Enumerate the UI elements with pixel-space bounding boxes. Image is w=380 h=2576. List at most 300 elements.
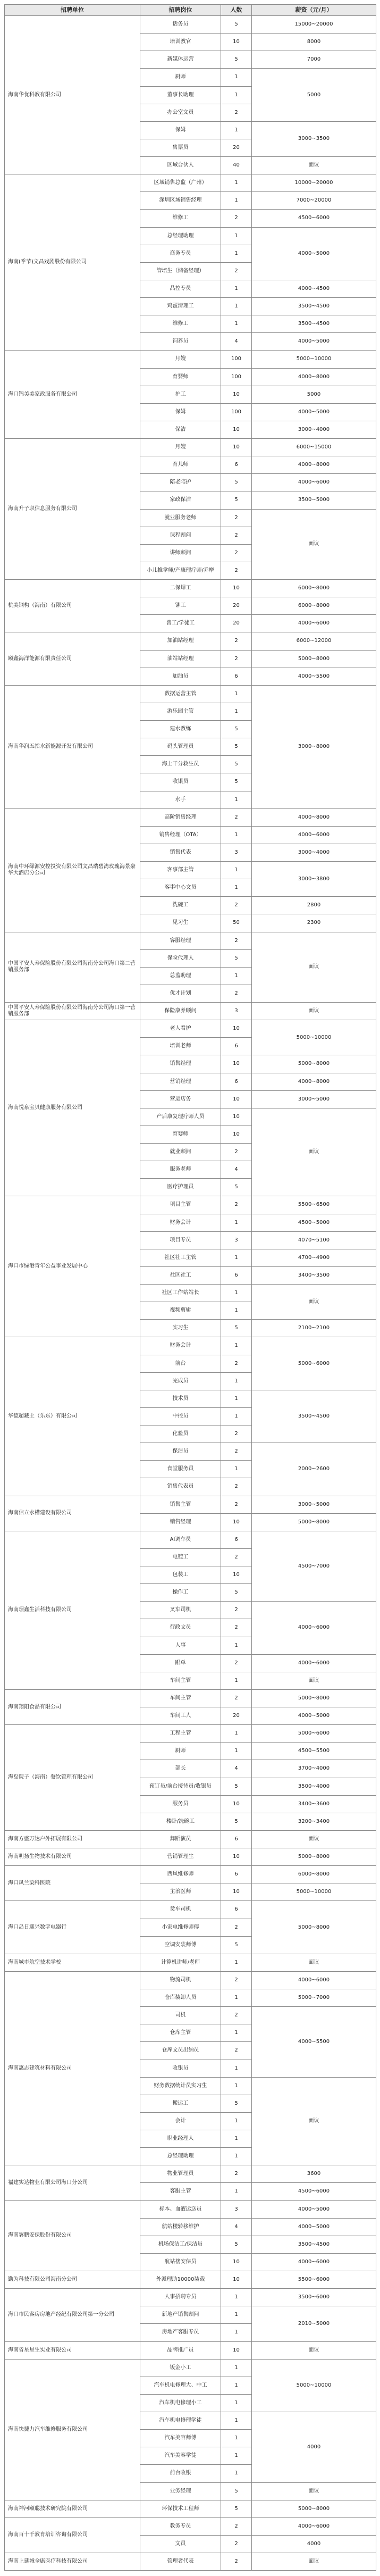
- count-cell: 1: [221, 2130, 252, 2148]
- salary-cell: 5000~7000: [252, 1989, 376, 2007]
- unit-name-cell: 海南翼鹏安保股份有限公司: [5, 2200, 140, 2271]
- position-cell: 客服经理: [140, 932, 221, 949]
- position-cell: 汽车机电修理小工: [140, 2394, 221, 2412]
- position-cell: 电镀工: [140, 1548, 221, 1566]
- count-cell: 2: [221, 2165, 252, 2183]
- position-cell: 培训老师: [140, 1038, 221, 1055]
- salary-cell: 4500~6000: [252, 210, 376, 227]
- count-cell: 5: [221, 2095, 252, 2112]
- header-unit: 招聘单位: [5, 5, 140, 16]
- salary-cell: 面议: [252, 1108, 376, 1196]
- unit-name-cell: 中国平安人寿保险股份有限公司海南分公司海口第二营销服务部: [5, 932, 140, 1003]
- count-cell: 1: [221, 826, 252, 844]
- position-cell: 楼卧/洗碗工: [140, 1813, 221, 1830]
- count-cell: 1: [221, 1637, 252, 1654]
- count-cell: 2: [221, 1496, 252, 1513]
- position-cell: 区域销售总监（广州）: [140, 174, 221, 192]
- salary-cell: 3500~4500: [252, 315, 376, 333]
- count-cell: 1: [221, 2377, 252, 2394]
- count-cell: 2: [221, 1196, 252, 1214]
- position-cell: 跟单: [140, 1654, 221, 1672]
- count-cell: 4: [221, 1760, 252, 1778]
- salary-cell: 4000~5500: [252, 668, 376, 685]
- position-cell: 产后康复理疗师人员: [140, 1108, 221, 1126]
- count-cell: 2: [221, 509, 252, 527]
- count-cell: 1: [221, 2112, 252, 2130]
- count-cell: 1: [221, 1954, 252, 1971]
- position-cell: 社区社工主管: [140, 1249, 221, 1266]
- salary-cell: 4000~6000: [252, 2517, 376, 2535]
- position-cell: 新媒体运营: [140, 51, 221, 69]
- position-cell: 保险康养顾问: [140, 1003, 221, 1020]
- position-cell: 物流司机: [140, 1971, 221, 1989]
- position-cell: 深圳区域销售经理: [140, 192, 221, 210]
- salary-cell: 4000~8000: [252, 456, 376, 474]
- count-cell: 2: [221, 985, 252, 1002]
- count-cell: 1: [221, 1214, 252, 1231]
- salary-cell: 4500~5500: [252, 1743, 376, 1760]
- count-cell: 1: [221, 1672, 252, 1689]
- position-cell: 话务员: [140, 16, 221, 34]
- count-cell: 2: [221, 1602, 252, 1619]
- count-cell: 1: [221, 86, 252, 104]
- position-cell: 财务会计: [140, 1214, 221, 1231]
- count-cell: 1: [221, 2077, 252, 2095]
- salary-cell: 4000~6000: [252, 1654, 376, 1672]
- count-cell: 4: [221, 1161, 252, 1179]
- count-cell: 2: [221, 527, 252, 544]
- unit-name-cell: 海南上延城全康医疗科技有限公司: [5, 2553, 140, 2571]
- unit-name-cell: 勤为科技有限公司海南分公司: [5, 2271, 140, 2289]
- count-cell: 3: [221, 1003, 252, 1020]
- table-row: [5, 174, 376, 192]
- salary-cell: 4000~6000: [252, 2253, 376, 2271]
- salary-cell: 3000~5000: [252, 1496, 376, 1513]
- position-cell: 育婴师: [140, 368, 221, 386]
- salary-cell: 5000~10000: [252, 1020, 376, 1055]
- position-cell: 航站楼转移维护: [140, 2218, 221, 2236]
- count-cell: 1: [221, 245, 252, 262]
- salary-cell: 4070~5100: [252, 1231, 376, 1249]
- position-cell: 月嫂: [140, 351, 221, 368]
- count-cell: 2: [221, 1548, 252, 1566]
- count-cell: 1: [221, 2359, 252, 2377]
- unit-name-cell: 海南悦泉宝贝健康服务有限公司: [5, 1020, 140, 1196]
- count-cell: 2: [221, 2535, 252, 2553]
- salary-cell: 4500~5000: [252, 1214, 376, 1231]
- count-cell: 2: [221, 1478, 252, 1496]
- count-cell: 100: [221, 368, 252, 386]
- unit-name-cell: 海口市民客房房地产经纪有限公司第一分公司: [5, 2289, 140, 2341]
- position-cell: 叉车司机: [140, 1602, 221, 1619]
- position-cell: 教务专员: [140, 2517, 221, 2535]
- table-row: [5, 1531, 376, 1548]
- count-cell: 1: [221, 791, 252, 808]
- position-cell: 标本、血液运送员: [140, 2200, 221, 2218]
- salary-cell: 面议: [252, 1285, 376, 1320]
- count-cell: 5: [221, 756, 252, 773]
- salary-cell: 5000~8000: [252, 1848, 376, 1866]
- salary-cell: 5000~10000: [252, 1883, 376, 1901]
- position-cell: 社区工作站站长: [140, 1285, 221, 1302]
- count-cell: 10: [221, 2341, 252, 2359]
- position-cell: 收银员: [140, 2060, 221, 2077]
- salary-cell: 2300: [252, 914, 376, 932]
- position-cell: 维修工: [140, 315, 221, 333]
- count-cell: 6: [221, 668, 252, 685]
- count-cell: 5: [221, 1584, 252, 1602]
- count-cell: 1: [221, 315, 252, 333]
- position-cell: 西风维修师: [140, 1866, 221, 1883]
- position-cell: 优才计划: [140, 985, 221, 1002]
- count-cell: 50: [221, 914, 252, 932]
- count-cell: 1: [221, 2060, 252, 2077]
- count-cell: 10: [221, 1020, 252, 1038]
- count-cell: 5: [221, 491, 252, 509]
- salary-cell: 10000~20000: [252, 174, 376, 192]
- unit-name-cell: 海岛院子（海南）餐饮管理有限公司: [5, 1725, 140, 1831]
- count-cell: 10: [221, 1055, 252, 1073]
- position-cell: 车间工人: [140, 1707, 221, 1725]
- count-cell: 10: [221, 1126, 252, 1143]
- table-row: [5, 2341, 376, 2359]
- position-cell: 服务老师: [140, 1161, 221, 1179]
- position-cell: 航站楼安保员: [140, 2253, 221, 2271]
- position-cell: 普工/学徒工: [140, 615, 221, 632]
- salary-cell: 3500~4000: [252, 1778, 376, 1795]
- count-cell: 40: [221, 157, 252, 174]
- salary-cell: 5000~8000: [252, 1055, 376, 1073]
- count-cell: 2: [221, 808, 252, 826]
- count-cell: 6: [221, 1866, 252, 1883]
- position-cell: 保洁员: [140, 1443, 221, 1461]
- table-row: [5, 2553, 376, 2571]
- position-cell: 房地产客服专员: [140, 2324, 221, 2341]
- count-cell: 3: [221, 2200, 252, 2218]
- count-cell: 4: [221, 2218, 252, 2236]
- count-cell: 1: [221, 2024, 252, 2042]
- unit-name-cell: 海南省星星生实业有限公司: [5, 2341, 140, 2359]
- count-cell: 100: [221, 351, 252, 368]
- position-cell: 建水教练: [140, 721, 221, 738]
- count-cell: 10: [221, 34, 252, 51]
- position-cell: 董事长助理: [140, 86, 221, 104]
- count-cell: 1: [221, 1390, 252, 1407]
- count-cell: 5: [221, 773, 252, 791]
- position-cell: 厨师: [140, 69, 221, 86]
- salary-cell: 4000~6000: [252, 615, 376, 632]
- unit-name-cell: 中国平安人寿保险股份有限公司海南分公司海口第一营销服务部: [5, 1003, 140, 1020]
- salary-cell: 5000: [252, 386, 376, 403]
- unit-name-cell: 海南信立水槽建设有限公司: [5, 1496, 140, 1531]
- table-row: [5, 2517, 376, 2535]
- header-count: 人数: [221, 5, 252, 16]
- position-cell: 部长: [140, 1760, 221, 1778]
- count-cell: 5: [221, 51, 252, 69]
- position-cell: 计算机讲师/老师: [140, 1954, 221, 1971]
- count-cell: 2: [221, 1144, 252, 1161]
- salary-cell: 3000~3800: [252, 862, 376, 897]
- position-cell: 物业管理员: [140, 2165, 221, 2183]
- salary-cell: 3400~3600: [252, 1795, 376, 1813]
- salary-cell: 面议: [252, 932, 376, 1003]
- position-cell: 行政文员: [140, 1619, 221, 1637]
- position-cell: 机场保洁工/保洁员: [140, 2236, 221, 2253]
- count-cell: 3: [221, 1231, 252, 1249]
- header-salary: 薪资（元/月）: [252, 5, 376, 16]
- position-cell: 商务专员: [140, 245, 221, 262]
- unit-name-cell: 海口市绿港青年公益事业发展中心: [5, 1196, 140, 1337]
- unit-name-cell: 海南华润五指水新能源开发有限公司: [5, 685, 140, 808]
- salary-cell: 5000~6000: [252, 1725, 376, 1743]
- position-cell: 人事: [140, 1637, 221, 1654]
- count-cell: 2: [221, 544, 252, 562]
- salary-cell: 4000: [252, 2412, 376, 2483]
- table-row: [5, 808, 376, 826]
- count-cell: 5: [221, 1813, 252, 1830]
- count-cell: 1: [221, 2430, 252, 2447]
- count-cell: 5: [221, 2236, 252, 2253]
- unit-name-cell: 海南方盛万达户外拓展有限公司: [5, 1830, 140, 1848]
- position-cell: 汽车机电修理大、中工: [140, 2377, 221, 2394]
- position-cell: 数据运营主管: [140, 685, 221, 703]
- table-row: [5, 1830, 376, 1848]
- salary-cell: 3500~4500: [252, 298, 376, 315]
- position-cell: 小家电维修师傅: [140, 1919, 221, 1936]
- salary-cell: 6000~8000: [252, 597, 376, 615]
- unit-name-cell: 海口凤兰染科医院: [5, 1866, 140, 1901]
- table-row: [5, 439, 376, 456]
- count-cell: 1: [221, 967, 252, 985]
- position-cell: 营销经理: [140, 1073, 221, 1090]
- count-cell: 1: [221, 1249, 252, 1266]
- count-cell: 1: [221, 862, 252, 879]
- count-cell: 2: [221, 1919, 252, 1936]
- position-cell: 仓库主管: [140, 2024, 221, 2042]
- recruitment-table: [4, 4, 376, 2571]
- salary-cell: 3000~4000: [252, 421, 376, 438]
- position-cell: 管理者代表: [140, 2553, 221, 2571]
- position-cell: 总监助理: [140, 967, 221, 985]
- position-cell: 保姆: [140, 403, 221, 421]
- salary-cell: 3700~4000: [252, 1760, 376, 1778]
- position-cell: 区域合伙人: [140, 157, 221, 174]
- salary-cell: 3600: [252, 2165, 376, 2183]
- count-cell: 1: [221, 2412, 252, 2430]
- header-row: [5, 5, 376, 16]
- position-cell: 办公室文员: [140, 104, 221, 121]
- position-cell: 小儿推拿师/产康理疗师/乔摩: [140, 562, 221, 579]
- salary-cell: 4000~6000: [252, 474, 376, 491]
- position-cell: 工程主管: [140, 1725, 221, 1743]
- count-cell: 5: [221, 16, 252, 34]
- salary-cell: 4000: [252, 2535, 376, 2553]
- count-cell: 1: [221, 69, 252, 86]
- count-cell: 5: [221, 2500, 252, 2517]
- count-cell: 2: [221, 104, 252, 121]
- position-cell: 洗碗工: [140, 897, 221, 914]
- count-cell: 10: [221, 580, 252, 597]
- position-cell: 财务会计: [140, 1337, 221, 1355]
- position-cell: 实习生: [140, 1320, 221, 1337]
- unit-name-cell: 杭美钢构（海南）有限公司: [5, 580, 140, 632]
- count-cell: 1: [221, 703, 252, 720]
- count-cell: 2: [221, 632, 252, 650]
- position-cell: 营销管理生: [140, 1848, 221, 1866]
- count-cell: 6: [221, 1830, 252, 1848]
- salary-cell: 3500~6000: [252, 2289, 376, 2306]
- position-cell: 医疗护理员: [140, 1179, 221, 1196]
- position-cell: 销售经理（OTA）: [140, 826, 221, 844]
- position-cell: 总经理助理: [140, 227, 221, 245]
- position-cell: 前台: [140, 1355, 221, 1372]
- unit-name-cell: 海南升子职信息服务有限公司: [5, 439, 140, 580]
- position-cell: 讲师顾问: [140, 544, 221, 562]
- position-cell: 加油员: [140, 668, 221, 685]
- table-row: [5, 1337, 376, 1355]
- unit-name-cell: 海南惠志建筑材料有限公司: [5, 1971, 140, 2165]
- position-cell: 车间主管: [140, 1689, 221, 1707]
- position-cell: 司机: [140, 2007, 221, 2024]
- count-cell: 100: [221, 403, 252, 421]
- salary-cell: 5000~8000: [252, 650, 376, 668]
- position-cell: 文员: [140, 2535, 221, 2553]
- position-cell: 厨师: [140, 1743, 221, 1760]
- position-cell: 财务数据统计员实习生: [140, 2077, 221, 2095]
- salary-cell: 3000~8000: [252, 685, 376, 808]
- count-cell: 2: [221, 932, 252, 949]
- salary-cell: 4000~5000: [252, 403, 376, 421]
- count-cell: 1: [221, 2183, 252, 2200]
- salary-cell: 3500~5000: [252, 491, 376, 509]
- table-row: [5, 1971, 376, 1989]
- table-row: [5, 16, 376, 34]
- unit-name-cell: 华德超藏土（乐东）有限公司: [5, 1337, 140, 1496]
- count-cell: 5: [221, 1320, 252, 1337]
- table-row: [5, 1901, 376, 1919]
- unit-name-cell: 颐鑫海洋能源有限责任公司: [5, 632, 140, 685]
- position-cell: 汽车美容学徒: [140, 2447, 221, 2465]
- count-cell: 10: [221, 1566, 252, 1584]
- position-cell: 汽车机电修理学徒: [140, 2412, 221, 2430]
- position-cell: 食堂服务员: [140, 1461, 221, 1478]
- salary-cell: 4000~5000: [252, 333, 376, 351]
- position-cell: 铆工: [140, 597, 221, 615]
- salary-cell: 6000~12000: [252, 632, 376, 650]
- count-cell: 1: [221, 2324, 252, 2341]
- count-cell: 1: [221, 1337, 252, 1355]
- position-cell: AI调车员: [140, 1531, 221, 1548]
- count-cell: 10: [221, 1795, 252, 1813]
- count-cell: 6: [221, 456, 252, 474]
- table-row: [5, 351, 376, 368]
- position-cell: 码头管理员: [140, 738, 221, 756]
- salary-cell: 5000~8000: [252, 2500, 376, 2517]
- table-row: [5, 1196, 376, 1214]
- position-cell: 视频剪辑: [140, 1302, 221, 1320]
- position-cell: 维修工: [140, 210, 221, 227]
- count-cell: 2: [221, 210, 252, 227]
- position-cell: 销售经理: [140, 1513, 221, 1531]
- salary-cell: 面议: [252, 509, 376, 580]
- salary-cell: 5000~8000: [252, 1901, 376, 1954]
- position-cell: 客事中心文员: [140, 879, 221, 897]
- salary-cell: 4500~6000: [252, 2183, 376, 2200]
- count-cell: 2: [221, 1689, 252, 1707]
- count-cell: 1: [221, 192, 252, 210]
- position-cell: 客服主管: [140, 2183, 221, 2200]
- count-cell: 2: [221, 1425, 252, 1443]
- count-cell: 1: [221, 298, 252, 315]
- count-cell: 1: [221, 2465, 252, 2482]
- position-cell: 家政保洁: [140, 491, 221, 509]
- count-cell: 20: [221, 597, 252, 615]
- header-position: 招聘岗位: [140, 5, 221, 16]
- count-cell: 10: [221, 1883, 252, 1901]
- count-cell: 2: [221, 1654, 252, 1672]
- position-cell: 前台收银: [140, 2465, 221, 2482]
- salary-cell: 4000~4500: [252, 280, 376, 297]
- count-cell: 4: [221, 333, 252, 351]
- salary-cell: 4500~7000: [252, 1531, 376, 1602]
- unit-name-cell: 海南璟鑫生活科技有限公司: [5, 1531, 140, 1689]
- salary-cell: 4000~6000: [252, 1602, 376, 1654]
- count-cell: 1: [221, 227, 252, 245]
- position-cell: 汽车美容师傅: [140, 2430, 221, 2447]
- position-cell: 完成员: [140, 1372, 221, 1390]
- position-cell: 人事招聘专员: [140, 2289, 221, 2306]
- position-cell: 营运店务: [140, 1090, 221, 1108]
- position-cell: 收银员: [140, 773, 221, 791]
- position-cell: 培训教官: [140, 34, 221, 51]
- table-row: [5, 1954, 376, 1971]
- salary-cell: 5000: [252, 69, 376, 121]
- position-cell: 品牌推广员: [140, 2341, 221, 2359]
- position-cell: 育婴师: [140, 1126, 221, 1143]
- table-row: [5, 685, 376, 703]
- position-cell: 课程顾问: [140, 527, 221, 544]
- position-cell: 就业服务老师: [140, 509, 221, 527]
- unit-name-cell: 海南华优科教有限公司: [5, 16, 140, 174]
- position-cell: 服务员: [140, 1795, 221, 1813]
- count-cell: 10: [221, 386, 252, 403]
- salary-cell: 4000~5000: [252, 1707, 376, 1725]
- salary-cell: 面议: [252, 157, 376, 174]
- salary-cell: 2010~5000: [252, 2306, 376, 2341]
- table-row: [5, 2359, 376, 2377]
- position-cell: 客事部主管: [140, 862, 221, 879]
- salary-cell: 面议: [252, 2341, 376, 2359]
- position-cell: 加油站经理: [140, 632, 221, 650]
- salary-cell: 3000~5000: [252, 1090, 376, 1108]
- position-cell: 油站站经理: [140, 650, 221, 668]
- table-row: [5, 632, 376, 650]
- position-cell: 业务经理: [140, 2482, 221, 2500]
- count-cell: 2: [221, 1971, 252, 1989]
- salary-cell: 6000~8000: [252, 1866, 376, 1883]
- count-cell: 1: [221, 1302, 252, 1320]
- position-cell: 预订员/前台接待员/收银员: [140, 1778, 221, 1795]
- position-cell: 车间主管: [140, 1672, 221, 1689]
- salary-cell: 3500~4500: [252, 1390, 376, 1443]
- table-row: [5, 1496, 376, 1513]
- salary-cell: 3500~4500: [252, 2236, 376, 2253]
- salary-cell: 6000~15000: [252, 439, 376, 456]
- position-cell: 社区社工: [140, 1266, 221, 1284]
- unit-name-cell: 海南翔阳食品有限公司: [5, 1689, 140, 1724]
- position-cell: 新地产销售顾问: [140, 2306, 221, 2324]
- count-cell: 2: [221, 2553, 252, 2571]
